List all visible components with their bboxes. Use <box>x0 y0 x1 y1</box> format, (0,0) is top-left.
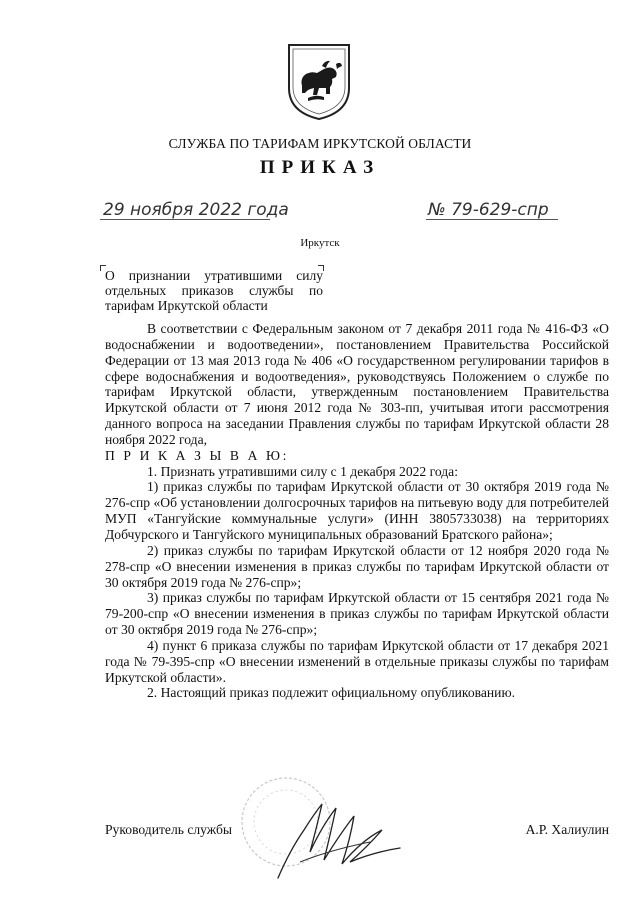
coat-of-arms-emblem <box>286 42 352 122</box>
order-body <box>105 321 609 701</box>
item-2: 2. Настоящий приказ подлежит официальному опубликованию. <box>147 685 515 701</box>
signatory-role: Руководитель службы <box>105 822 233 837</box>
number-underline <box>426 219 558 220</box>
preamble-paragraph: В соответствии с Федеральным законом от 7 декабря 2011 года № 416-ФЗ «О водоснабжении и водоотведении», постановлением Правительства Российской Федерации от 13 мая 2013 года № 406 «О государственном регулировании тарифов в сфере водоснабжения и водоотведения», руководствуясь Положением о службе по тарифам Иркутской области, утвержденным постановлением Правительства Иркутской области от 7 июня 2012 года № 303-пп, учитывая итоги рассмотрения данного вопроса на заседании Правления службы по тарифам Иркутской области 28 ноября 2022 года, <box>105 321 609 447</box>
city-name: Иркутск <box>300 237 340 249</box>
order-subject: О признании утратившими силу отдельных приказов службы по тарифам Иркутской области <box>105 268 323 313</box>
order-number: № 79-629-спр <box>428 200 549 220</box>
agency-name: СЛУЖБА ПО ТАРИФАМ ИРКУТСКОЙ ОБЛАСТИ <box>168 136 472 151</box>
order-date: 29 ноября 2022 года <box>103 200 289 220</box>
subitem-3: 3) приказ службы по тарифам Иркутской области от 15 сентября 2021 года № 79-200-спр «О внесении изменения в приказ службы по тарифам Иркутской области от 30 октября 2019 года № 276-спр»; <box>105 590 609 638</box>
subitem-1: 1) приказ службы по тарифам Иркутской области от 30 октября 2019 года № 276-спр «Об установлении долгосрочных тарифов на питьевую воду для потребителей МУП «Тангуйские коммунальные услуги» (ИНН 3805733038) на территориях Добчурского и Тангуйского муниципальных образований Братского района»; <box>105 479 609 542</box>
date-underline <box>100 219 270 220</box>
handwritten-signature <box>270 790 420 885</box>
document-type-title: ПРИКАЗ <box>259 157 381 178</box>
decree-heading: П Р И К А З Ы В А Ю: <box>105 447 289 463</box>
subitem-2: 2) приказ службы по тарифам Иркутской области от 12 ноября 2020 года № 278-спр «О внесении изменения в приказ службы по тарифам Иркутской области от 30 октября 2019 года № 276-спр»; <box>105 542 609 590</box>
signatory-name: А.Р. Халиулин <box>525 822 609 837</box>
item-1: 1. Признать утратившими силу с 1 декабря 2022 года: <box>147 463 458 479</box>
subitem-4: 4) пункт 6 приказа службы по тарифам Иркутской области от 17 декабря 2021 года № 79-395-спр «О внесении изменений в отдельные приказы службы по тарифам Иркутской области». <box>105 637 609 685</box>
